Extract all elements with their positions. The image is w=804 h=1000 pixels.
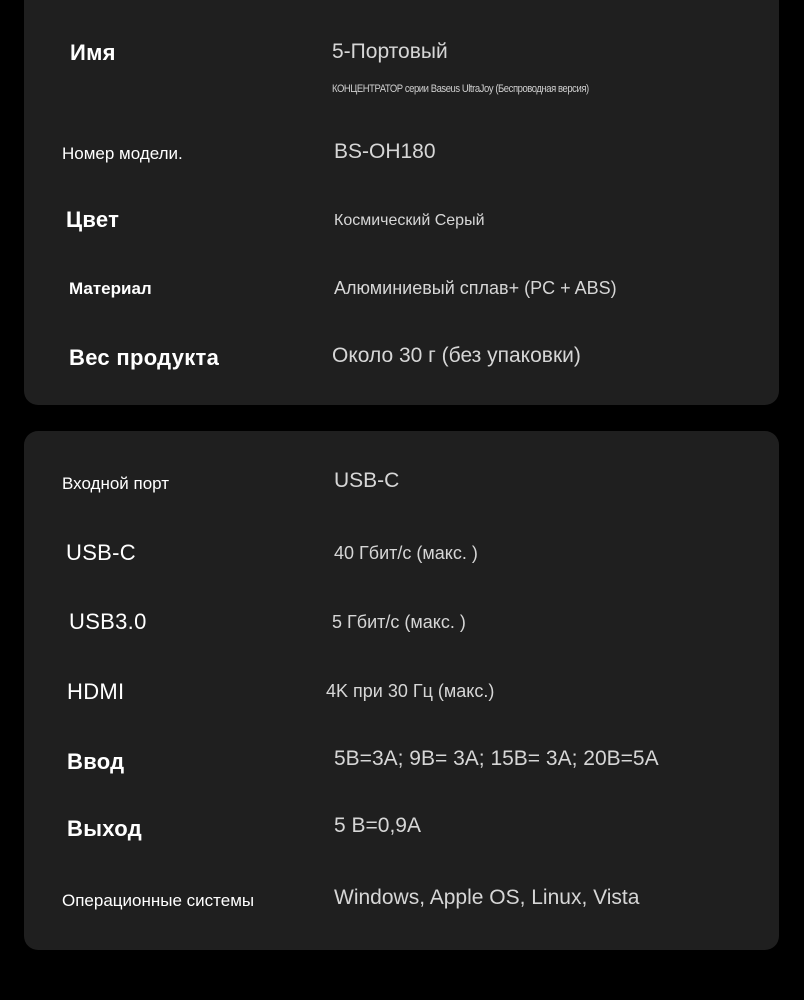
- name-value: 5-Портовый: [332, 40, 448, 63]
- weight-value: Около 30 г (без упаковки): [332, 344, 581, 367]
- ports-specs-card: [24, 431, 779, 950]
- hdmi-label: HDMI: [67, 679, 125, 704]
- usb3-value: 5 Гбит/с (макс. ): [332, 612, 466, 632]
- name-subtitle: КОНЦЕНТРАТОР серии Baseus UltraJoy (Беспроводная версия): [332, 83, 589, 95]
- name-label: Имя: [70, 40, 116, 65]
- output-label: Выход: [67, 816, 142, 841]
- material-label: Материал: [69, 279, 152, 298]
- model-label: Номер модели.: [62, 144, 183, 163]
- input-port-label: Входной порт: [62, 474, 170, 493]
- color-value: Космический Серый: [334, 212, 485, 229]
- usb3-label: USB3.0: [69, 609, 147, 634]
- input-value: 5В=3А; 9В= 3А; 15В= 3А; 20В=5А: [334, 747, 659, 770]
- material-value: Алюминиевый сплав+ (PC + ABS): [334, 278, 617, 298]
- hdmi-value: 4K при 30 Гц (макс.): [326, 681, 495, 701]
- usbc-label: USB-C: [66, 540, 136, 565]
- model-value: BS-OH180: [334, 140, 436, 163]
- input-label: Ввод: [67, 749, 125, 774]
- weight-label: Вес продукта: [69, 345, 220, 370]
- general-specs-card: [24, 0, 779, 405]
- input-port-value: USB-C: [334, 469, 400, 492]
- usbc-value: 40 Гбит/с (макс. ): [334, 543, 478, 563]
- os-label: Операционные системы: [62, 891, 255, 910]
- output-value: 5 В=0,9А: [334, 814, 421, 837]
- color-label: Цвет: [66, 207, 120, 232]
- os-value: Windows, Apple OS, Linux, Vista: [334, 886, 640, 909]
